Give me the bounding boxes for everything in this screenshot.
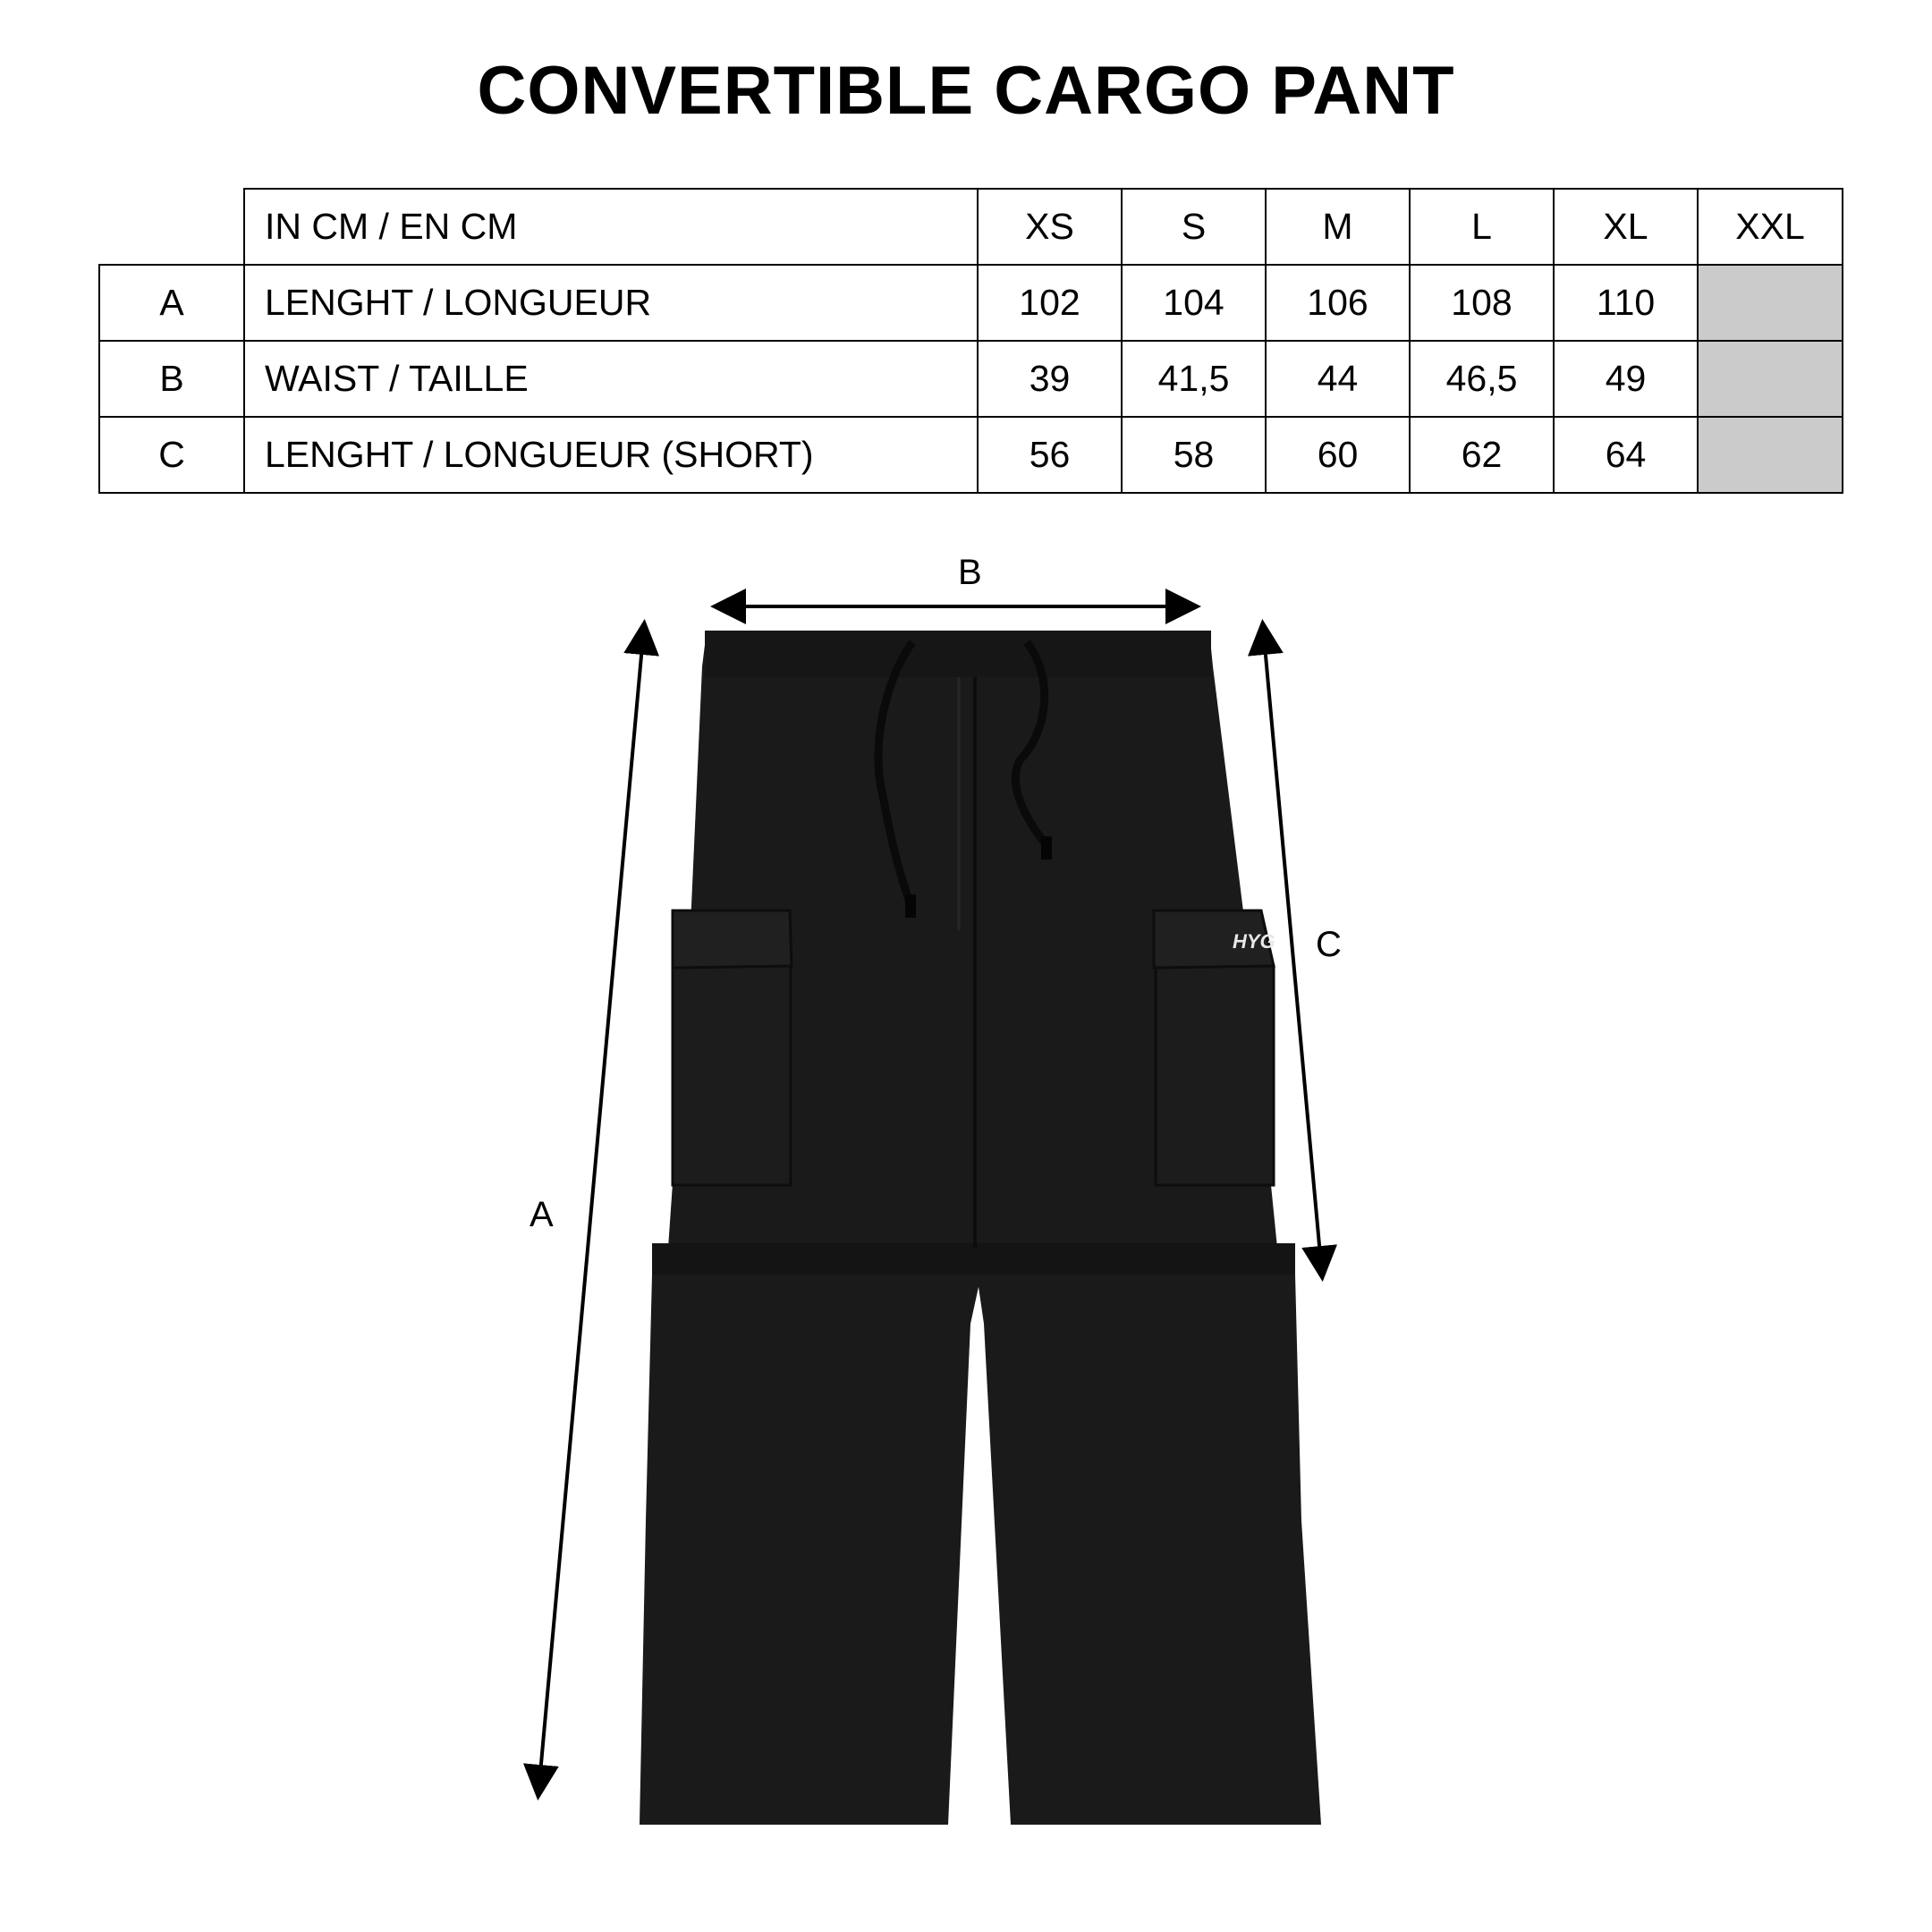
cord-tip-left xyxy=(905,894,916,918)
row-key: B xyxy=(99,341,244,417)
left-cargo-pocket xyxy=(673,911,792,1185)
pants-right-leg xyxy=(977,1275,1321,1825)
dimension-label-c: C xyxy=(1316,925,1342,964)
table-cell: 58 xyxy=(1122,417,1266,493)
table-cell: 60 xyxy=(1266,417,1410,493)
table-cell: 64 xyxy=(1554,417,1698,493)
size-header-l: L xyxy=(1410,189,1554,265)
table-cell: 104 xyxy=(1122,265,1266,341)
logo-embroidery: HYG xyxy=(1233,930,1275,953)
size-header-s: S xyxy=(1122,189,1266,265)
table-cell: 102 xyxy=(978,265,1122,341)
row-key: A xyxy=(99,265,244,341)
size-header-xxl: XXL xyxy=(1698,189,1843,265)
measure-arrow-a xyxy=(538,626,644,1793)
page-title: CONVERTIBLE CARGO PANT xyxy=(477,53,1455,129)
row-label: WAIST / TAILLE xyxy=(244,341,978,417)
right-cargo-pocket xyxy=(1154,911,1275,1185)
table-cell: 49 xyxy=(1554,341,1698,417)
cord-tip-right xyxy=(1041,836,1052,860)
table-cell: 46,5 xyxy=(1410,341,1554,417)
unit-header: IN CM / EN CM xyxy=(244,189,978,265)
table-cell: 110 xyxy=(1554,265,1698,341)
cargo-pants-image xyxy=(640,631,1321,1825)
table-cell: 108 xyxy=(1410,265,1554,341)
zip-off-seam xyxy=(652,1243,1295,1277)
table-cell: 106 xyxy=(1266,265,1410,341)
table-cell: 41,5 xyxy=(1122,341,1266,417)
size-header-xs: XS xyxy=(978,189,1122,265)
table-cell: 62 xyxy=(1410,417,1554,493)
table-cell: 39 xyxy=(978,341,1122,417)
dimension-label-a: A xyxy=(530,1195,554,1234)
size-header-m: M xyxy=(1266,189,1410,265)
pants-left-leg xyxy=(640,1275,981,1825)
row-key: C xyxy=(99,417,244,493)
waistband xyxy=(705,631,1211,677)
table-cell: 44 xyxy=(1266,341,1410,417)
row-label: LENGHT / LONGUEUR (SHORT) xyxy=(244,417,978,493)
row-label: LENGHT / LONGUEUR xyxy=(244,265,978,341)
table-cell: 56 xyxy=(978,417,1122,493)
dimension-label-b: B xyxy=(958,553,982,592)
size-header-xl: XL xyxy=(1554,189,1698,265)
